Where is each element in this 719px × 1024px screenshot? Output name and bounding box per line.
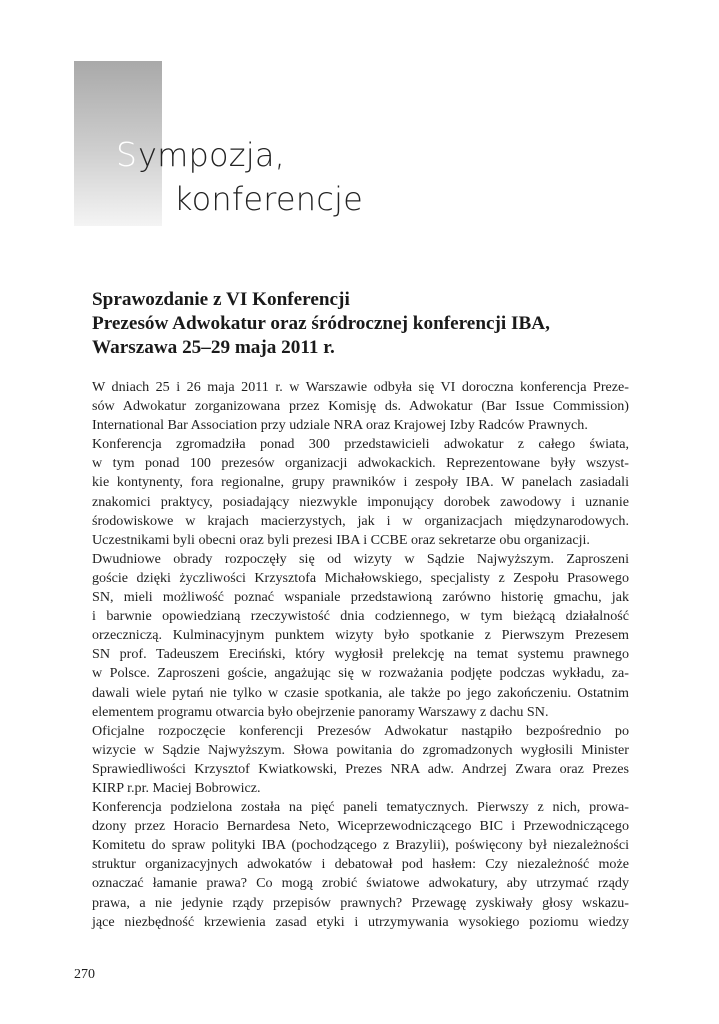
text-line: Konferencja zgromadziła ponad 300 przedstawicieli adwokatur z całego świata, — [92, 436, 629, 453]
section-title-line1: ympozja, — [137, 136, 286, 174]
text-line: KIRP r.pr. Maciej Bobrowicz. — [92, 779, 261, 796]
article-body — [74, 378, 629, 932]
text-line: struktur organizacyjnych adwokatów i debatował pod hasłem: Czy niezależność może — [92, 856, 629, 873]
text-line: dawali wiele pytań nie tylko w czasie spotkania, ale także po jego zakończeniu. Ostatnim — [92, 684, 629, 701]
text-line: środowiskowe w krajach macierzystych, jak i w organizacjach międzynarodowych. — [92, 512, 629, 529]
text-line: Uczestnikami byli obecni oraz byli prezesi IBA i CCBE oraz sekretarze obu organizacji. — [92, 531, 590, 548]
page-number: 270 — [74, 967, 95, 982]
text-line: jące niezbędność krzewienia zasad etyki i utrzymywania wysokiego poziomu wiedzy — [92, 913, 629, 930]
text-line: w Polsce. Zaproszeni goście, angażując się w rozważania podjęte podczas wykładu, za- — [92, 665, 629, 682]
text-line: kie kontynenty, fora regionalne, grupy prawników i zespoły IBA. W panelach zasiadali — [92, 474, 629, 491]
text-line: orzeczniczą. Kulminacyjnym punktem wizyty było spotkanie z Pierwszym Prezesem — [92, 627, 629, 644]
text-line: prawa, a nie jedynie rządy przepisów prawnych? Przewagę zyskiwały głosy wskazu- — [92, 894, 629, 911]
section-title — [116, 133, 363, 221]
text-line: w tym ponad 100 prezesów organizacji adwokackich. Reprezentowane były wszyst- — [92, 455, 629, 472]
text-line: SN, mieli możliwość poznać wspaniale przedstawioną zarówno historię gmachu, jak — [92, 589, 629, 606]
text-line: goście dzięki życzliwości Krzysztofa Michałowskiego, specjalisty z Zespołu Prasowego — [92, 569, 629, 586]
text-line: International Bar Association przy udziale NRA oraz Krajowej Izby Radców Prawnych. — [92, 417, 588, 434]
section-title-initial: S — [116, 135, 137, 174]
text-line: sów Adwokatur zorganizowana przez Komisję ds. Adwokatur (Bar Issue Commission) — [92, 398, 629, 415]
section-title-line2: konferencje — [174, 180, 363, 218]
text-line: wizycie w Sądzie Najwyższym. Słowa powitania do zgromadzonych wygłosili Minister — [92, 741, 629, 758]
article-title — [92, 288, 652, 360]
paragraph — [74, 798, 629, 932]
text-line: znakomici praktycy, posiadający niezwykle imponujący dorobek zawodowy i uznanie — [92, 493, 629, 510]
paragraph — [74, 550, 629, 722]
text-line: dzony przez Horacio Bernardesa Neto, Wiceprzewodniczącego BIC i Przewodniczącego — [92, 818, 629, 835]
text-line: elementem programu otwarcia było obejrzenie panoramy Warszawy z dachu SN. — [92, 703, 549, 720]
paragraph — [74, 378, 629, 435]
text-line: i barwnie opowiedzianą rzeczywistość dnia codziennego, w tym bieżącą działalność — [92, 608, 629, 625]
text-line: Dwudniowe obrady rozpoczęły się od wizyty w Sądzie Najwyższym. Zaproszeni — [92, 550, 629, 567]
text-line: Oficjalne rozpoczęcie konferencji Prezesów Adwokatur nastąpiło bezpośrednio po — [92, 722, 629, 739]
text-line: Sprawiedliwości Krzysztof Kwiatkowski, Prezes NRA adw. Andrzej Zwara oraz Prezes — [92, 760, 629, 777]
paragraph — [74, 722, 629, 798]
article-title-line: Warszawa 25–29 maja 2011 r. — [92, 337, 335, 358]
text-line: Komitetu do spraw polityki IBA (pochodzącego z Brazylii), poświęcony był niezależności — [92, 837, 629, 854]
text-line: SN prof. Tadeuszem Ereciński, który wygłosił prelekcję na temat systemu prawnego — [92, 646, 629, 663]
article-title-line: Sprawozdanie z VI Konferencji — [92, 289, 350, 310]
text-line: Konferencja podzielona została na pięć paneli tematycznych. Pierwszy z nich, prowa- — [92, 799, 629, 816]
text-line: W dniach 25 i 26 maja 2011 r. w Warszawie odbyła się VI doroczna konferencja Preze- — [92, 379, 629, 395]
text-line: oznaczać łamanie prawa? Co mogą zrobić światowe adwokatury, aby utrzymać rządy — [92, 875, 629, 892]
paragraph — [74, 435, 629, 550]
article-title-line: Prezesów Adwokatur oraz śródrocznej konferencji IBA, — [92, 313, 550, 334]
